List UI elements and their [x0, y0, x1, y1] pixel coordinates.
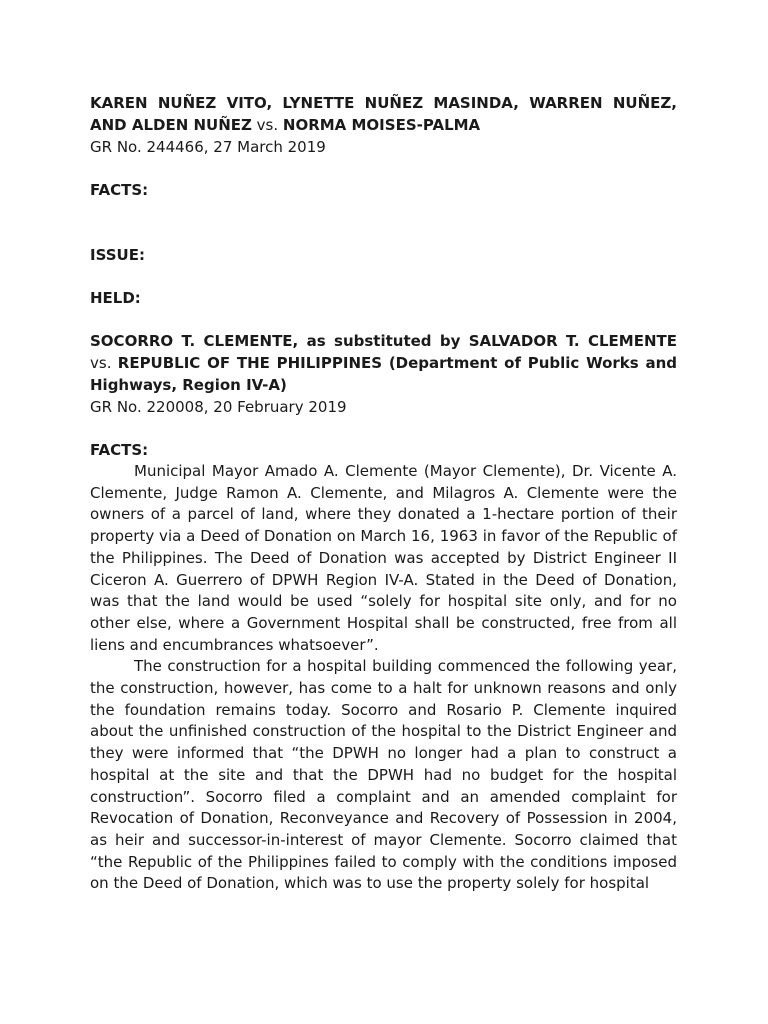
case-2-gr-number: GR No. 220008, 20 February 2019 — [90, 398, 347, 416]
case-1-petitioners: KAREN NUÑEZ VITO, LYNETTE NUÑEZ MASINDA, WARREN NUÑEZ, AND ALDEN NUÑEZ — [90, 94, 677, 134]
case-1-held-heading: HELD: — [90, 289, 141, 307]
case-2-facts-paragraph-1: Municipal Mayor Amado A. Clemente (Mayor Clemente), Dr. Vicente A. Clemente, Judge Ramon A. Clemente, and Milagros A. Clemente were the owners of a parcel of land, where they donated a 1-hectare portion of their property via a Deed of Donation on March 16, 1963 in favor of the Republic of the Philippines. The Deed of Donation was accepted by District Engineer II Ciceron A. Guerrero of DPWH Region IV-A. Stated in the Deed of Donation, was that the land would be used “solely for hospital site only, and for no other else, where a Government Hospital shall be constructed, free from all liens and encumbrances whatsoever”. — [90, 462, 677, 654]
case-1-respondent: NORMA MOISES-PALMA — [282, 116, 481, 134]
case-2-facts-paragraph-2: The construction for a hospital building commenced the following year, the construction, however, has come to a halt for unknown reasons and only the foundation remains today. Socorro and Rosario P. Clemente inquired about the unfinished construction of the hospital to the District Engineer and they were informed that “the DPWH no longer had a plan to construct a hospital at the site and that the DPWH had no budget for the hospital construction”. Socorro filed a complaint and an amended complaint for Revocation of Donation, Reconveyance and Recovery of Possession in 2004, as heir and successor-in-interest of mayor Clemente. Socorro claimed that “the Republic of the Philippines failed to comply with the conditions imposed on the Deed of Donation, which was to use the property solely for hospital — [90, 657, 677, 893]
case-1-versus: vs. — [251, 116, 283, 134]
case-1-title — [90, 92, 677, 136]
document-page — [90, 92, 677, 895]
case-1-facts-heading: FACTS: — [90, 181, 149, 199]
case-2-facts-heading: FACTS: — [90, 441, 149, 459]
case-2-versus: vs. — [90, 354, 118, 372]
case-1-gr-number: GR No. 244466, 27 March 2019 — [90, 138, 326, 156]
case-2-respondent: REPUBLIC OF THE PHILIPPINES (Department of Public Works and Highways, Region IV-A) — [90, 354, 677, 394]
case-2-title — [90, 330, 677, 396]
case-1-issue-heading: ISSUE: — [90, 246, 145, 264]
case-2-petitioner: SOCORRO T. CLEMENTE, as substituted by SALVADOR T. CLEMENTE — [90, 332, 677, 350]
